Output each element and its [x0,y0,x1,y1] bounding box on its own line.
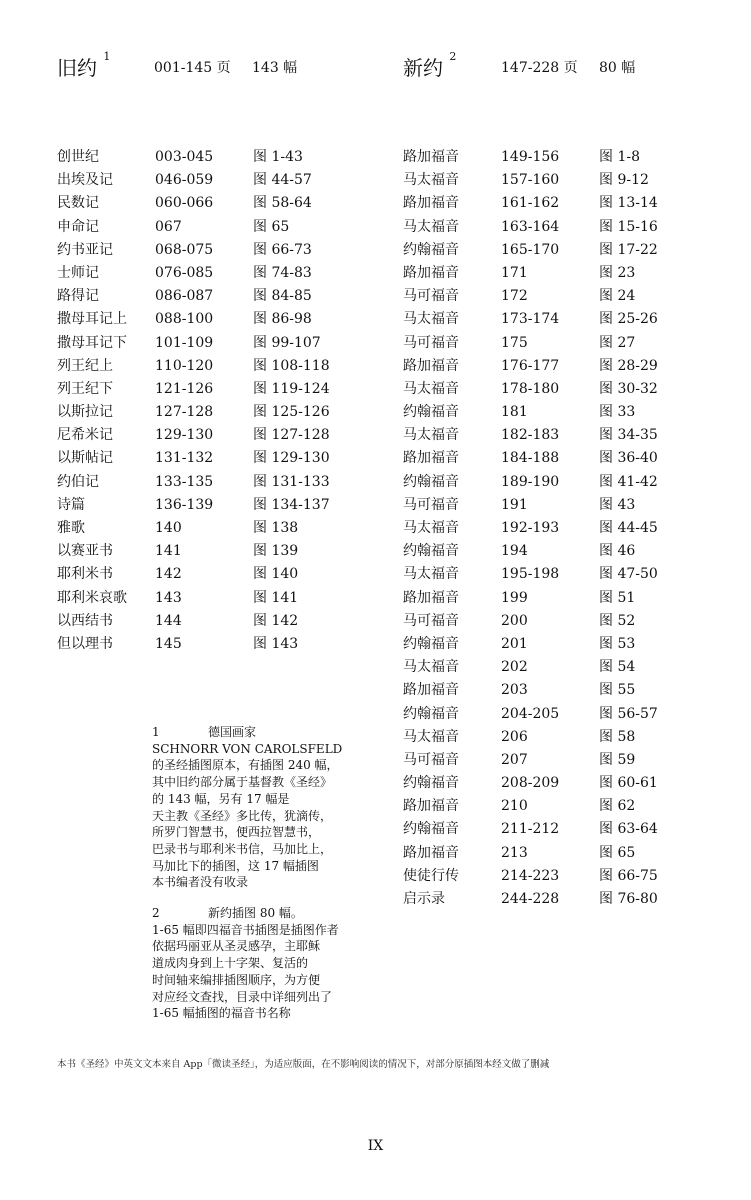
book-pages: 199 [501,589,528,606]
book-name: 马可福音 [403,334,459,351]
list-item [57,517,347,540]
book-name: 雅歌 [57,520,85,536]
book-figures: 图 74-83 [253,264,312,281]
book-pages: 175 [501,334,528,351]
book-name: 路加福音 [403,589,459,606]
list-item [403,772,703,795]
list-item [57,633,347,656]
old-testament-pages: 001-145 页 [154,60,231,76]
book-name: 申命记 [57,218,99,235]
list-item [57,424,347,447]
book-pages: 176-177 [501,357,560,374]
book-pages: 182-183 [501,427,560,444]
book-pages: 211-212 [501,821,560,838]
book-pages: 149-156 [501,149,560,165]
book-pages: 202 [501,659,528,676]
book-pages: 161-162 [501,195,560,212]
footnote-line: 马加比下的插图，这 17 幅插图 [152,858,319,873]
list-item [403,447,703,470]
list-item [57,332,347,355]
list-item [403,285,703,308]
book-figures: 图 52 [599,612,636,629]
book-figures: 图 24 [599,288,636,305]
book-name: 出埃及记 [57,172,113,189]
book-figures: 图 15-16 [599,218,658,235]
book-pages: 189-190 [501,473,560,490]
book-pages: 184-188 [501,450,560,467]
list-item [403,169,703,192]
book-name: 列王纪下 [57,380,113,397]
book-figures: 图 63-64 [599,821,658,838]
book-pages: 206 [501,728,528,745]
book-name: 士师记 [57,264,99,281]
book-figures: 图 99-107 [253,334,321,351]
book-name: 路加福音 [403,844,459,861]
book-pages: 088-100 [155,311,214,328]
book-figures: 图 23 [599,264,636,281]
list-item [57,378,347,401]
book-figures: 图 1-8 [599,149,640,165]
list-item [403,494,703,517]
footnote-line: 其中旧约部分属于基督教《圣经》 [152,775,333,790]
list-item [403,726,703,749]
book-figures: 图 139 [253,543,299,560]
book-pages: 144 [155,612,182,629]
list-item [403,471,703,494]
book-pages: 244-228 [501,891,560,907]
book-figures: 图 108-118 [253,357,330,374]
list-item [57,239,347,262]
book-name: 路加福音 [403,264,459,281]
list-item [403,308,703,331]
book-pages: 140 [155,520,182,536]
book-pages: 086-087 [155,288,214,305]
footnote-line: 对应经文查找，目录中详细列出了 [152,989,333,1004]
list-item [403,540,703,563]
book-name: 路加福音 [403,195,459,212]
book-name: 使徒行传 [403,867,459,884]
book-pages: 214-223 [501,867,560,884]
book-figures: 图 36-40 [599,450,658,467]
book-figures: 图 17-22 [599,241,658,258]
list-item [57,262,347,285]
list-item [403,749,703,772]
list-item [403,192,703,215]
footnote-line: 新约插图 80 幅。 [208,906,303,920]
book-name: 马太福音 [403,380,459,397]
book-pages: 121-126 [155,380,214,397]
page-number: IX [367,1138,384,1154]
book-pages: 157-160 [501,172,560,189]
book-name: 马可福音 [403,612,459,629]
book-pages: 129-130 [155,427,214,444]
old-testament-heading [57,52,110,81]
book-pages: 067 [155,218,182,235]
book-figures: 图 1-43 [253,149,303,165]
list-item [57,494,347,517]
book-figures: 图 13-14 [599,195,658,212]
list-item [403,332,703,355]
book-figures: 图 65 [599,844,636,861]
list-item [403,703,703,726]
book-figures: 图 27 [599,334,636,351]
list-item [403,679,703,702]
list-item [57,285,347,308]
book-name: 约翰福音 [403,473,459,490]
list-item [403,424,703,447]
footnote-line: SCHNORR VON CAROLSFELD [152,741,343,756]
book-name: 创世纪 [57,149,99,165]
book-figures: 图 142 [253,612,299,629]
book-figures: 图 51 [599,589,636,606]
list-item [403,262,703,285]
list-item [57,192,347,215]
list-item [403,146,703,169]
book-name: 尼希米记 [57,427,113,444]
new-testament-pages: 147-228 页 [501,60,578,76]
footnote-line: 巴录书与耶利米书信，马加比上， [152,841,333,856]
book-figures: 图 125-126 [253,404,330,421]
book-figures: 图 86-98 [253,311,312,328]
book-figures: 图 44-57 [253,172,312,189]
book-name: 约翰福音 [403,635,459,652]
list-item [57,355,347,378]
footnote-line: 天主教《圣经》多比传，犹滴传， [152,808,333,823]
footnote-line: 本书编者没有收录 [152,875,249,890]
book-figures: 图 28-29 [599,357,658,374]
book-pages: 208-209 [501,775,560,792]
book-name: 马可福音 [403,751,459,768]
book-pages: 171 [501,264,528,281]
list-item [403,818,703,841]
list-item [403,563,703,586]
list-item [403,239,703,262]
book-figures: 图 131-133 [253,473,330,490]
book-name: 诗篇 [57,496,85,513]
book-name: 以西结书 [57,612,113,629]
book-name: 马太福音 [403,566,459,583]
book-name: 马可福音 [403,288,459,305]
book-name: 撒母耳记上 [57,311,127,328]
book-figures: 图 58-64 [253,195,312,212]
list-item [57,447,347,470]
book-name: 约书亚记 [57,241,113,258]
book-figures: 图 56-57 [599,705,658,722]
list-item [57,610,347,633]
book-pages: 207 [501,751,528,768]
book-name: 马太福音 [403,728,459,745]
book-figures: 图 53 [599,635,636,652]
book-pages: 046-059 [155,172,214,189]
footnote-line: 德国画家 [208,725,257,739]
book-name: 路加福音 [403,450,459,467]
footnote-number: 2 [152,906,160,920]
book-pages: 203 [501,682,528,699]
book-name: 约伯记 [57,473,99,490]
book-name: 耶利米哀歌 [57,589,127,606]
book-pages: 172 [501,288,528,305]
book-name: 路加福音 [403,798,459,815]
book-pages: 143 [155,589,182,606]
book-pages: 178-180 [501,380,560,397]
book-pages: 192-193 [501,520,560,536]
list-item [57,169,347,192]
book-figures: 图 134-137 [253,496,330,513]
book-pages: 200 [501,612,528,629]
book-figures: 图 84-85 [253,288,312,305]
book-name: 约翰福音 [403,821,459,838]
list-item [403,842,703,865]
book-pages: 210 [501,798,528,815]
book-figures: 图 54 [599,659,636,676]
book-figures: 图 47-50 [599,566,658,583]
book-pages: 131-132 [155,450,214,467]
book-figures: 图 65 [253,218,290,235]
book-name: 列王纪上 [57,357,113,374]
book-name: 马太福音 [403,172,459,189]
book-pages: 068-075 [155,241,214,258]
list-item [57,308,347,331]
book-name: 路得记 [57,288,99,305]
book-name: 路加福音 [403,357,459,374]
book-figures: 图 66-75 [599,867,658,884]
book-pages: 213 [501,844,528,861]
list-item [403,378,703,401]
book-name: 但以理书 [57,635,113,652]
book-pages: 165-170 [501,241,560,258]
footnote-ref-1: 1 [103,50,111,63]
book-pages: 127-128 [155,404,214,421]
book-name: 约翰福音 [403,705,459,722]
book-name: 约翰福音 [403,241,459,258]
list-item [57,146,347,169]
book-pages: 076-085 [155,264,214,281]
list-item [57,540,347,563]
book-name: 马太福音 [403,659,459,676]
book-name: 以斯拉记 [57,404,113,421]
footnote-line: 依据玛丽亚从圣灵感孕，主耶稣 [152,939,321,954]
list-item [403,610,703,633]
list-item [403,517,703,540]
list-item [403,401,703,424]
book-name: 以斯帖记 [57,450,113,467]
footnote-number: 1 [152,725,160,739]
book-figures: 图 59 [599,751,636,768]
book-name: 马太福音 [403,311,459,328]
book-figures: 图 34-35 [599,427,658,444]
book-figures: 图 60-61 [599,775,658,792]
book-pages: 136-139 [155,496,214,513]
old-testament-list [57,146,347,656]
book-figures: 图 138 [253,520,299,536]
list-item [403,216,703,239]
list-item [403,355,703,378]
new-testament-list [403,146,703,911]
book-name: 耶利米书 [57,566,113,583]
book-figures: 图 66-73 [253,241,312,258]
book-name: 启示录 [403,891,445,907]
book-figures: 图 25-26 [599,311,658,328]
book-pages: 173-174 [501,311,560,328]
footnote-line: 时间轴来编排插图顺序，为方便 [152,972,321,987]
book-name: 以赛亚书 [57,543,113,560]
book-name: 民数记 [57,195,99,212]
footnote-line: 道成肉身到上十字架、复活的 [152,956,309,971]
new-testament-title: 新约 [403,56,443,80]
old-testament-count: 143 幅 [252,60,298,76]
list-item [403,587,703,610]
book-pages: 060-066 [155,195,214,212]
book-figures: 图 76-80 [599,891,658,907]
footnote-2 [152,905,342,1022]
book-pages: 181 [501,404,528,421]
book-pages: 194 [501,543,528,560]
book-figures: 图 127-128 [253,427,330,444]
book-pages: 191 [501,496,528,513]
book-name: 马太福音 [403,218,459,235]
footnote-1 [152,724,342,891]
book-name: 马太福音 [403,520,459,536]
book-figures: 图 141 [253,589,299,606]
source-note: 本书《圣经》中英文文本来自 App「微读圣经」，为适应版面，在不影响阅读的情况下，对部分原插图本经文做了删减 [57,1059,550,1070]
book-name: 马太福音 [403,427,459,444]
book-pages: 142 [155,566,182,583]
list-item [403,656,703,679]
list-item [403,888,703,911]
book-pages: 133-135 [155,473,214,490]
book-figures: 图 62 [599,798,636,815]
footnote-line: 1-65 幅插图的福音书名称 [152,1006,291,1021]
book-figures: 图 55 [599,682,636,699]
book-figures: 图 140 [253,566,299,583]
list-item [57,471,347,494]
book-figures: 图 143 [253,635,299,652]
footnote-ref-2: 2 [449,50,457,63]
book-pages: 145 [155,635,182,652]
book-figures: 图 119-124 [253,380,330,397]
list-item [57,587,347,610]
book-name: 约翰福音 [403,404,459,421]
list-item [57,216,347,239]
book-pages: 110-120 [155,357,214,374]
footnote-line: 的 143 幅，另有 17 幅是 [152,791,290,806]
book-name: 约翰福音 [403,543,459,560]
book-figures: 图 46 [599,543,636,560]
book-pages: 163-164 [501,218,560,235]
book-name: 路加福音 [403,682,459,699]
book-name: 撒母耳记下 [57,334,127,351]
book-pages: 141 [155,543,182,560]
old-testament-title: 旧约 [57,56,97,80]
book-figures: 图 41-42 [599,473,658,490]
book-figures: 图 9-12 [599,172,649,189]
list-item [403,865,703,888]
book-pages: 003-045 [155,149,214,165]
footnote-line: 1-65 幅即四福音书插图是插图作者 [152,922,339,937]
footnote-line: 的圣经插图原本，有插图 240 幅， [152,758,339,773]
book-figures: 图 43 [599,496,636,513]
book-figures: 图 44-45 [599,520,658,536]
book-figures: 图 58 [599,728,636,745]
new-testament-count: 80 幅 [599,60,636,76]
book-pages: 101-109 [155,334,214,351]
list-item [403,633,703,656]
book-figures: 图 33 [599,404,636,421]
book-name: 约翰福音 [403,775,459,792]
footnote-line: 所罗门智慧书，便西拉智慧书， [152,825,321,840]
new-testament-heading [403,52,456,81]
book-figures: 图 30-32 [599,380,658,397]
list-item [403,795,703,818]
book-name: 马可福音 [403,496,459,513]
book-pages: 195-198 [501,566,560,583]
book-figures: 图 129-130 [253,450,330,467]
list-item [57,401,347,424]
list-item [57,563,347,586]
book-name: 路加福音 [403,149,459,165]
book-pages: 201 [501,635,528,652]
book-pages: 204-205 [501,705,560,722]
